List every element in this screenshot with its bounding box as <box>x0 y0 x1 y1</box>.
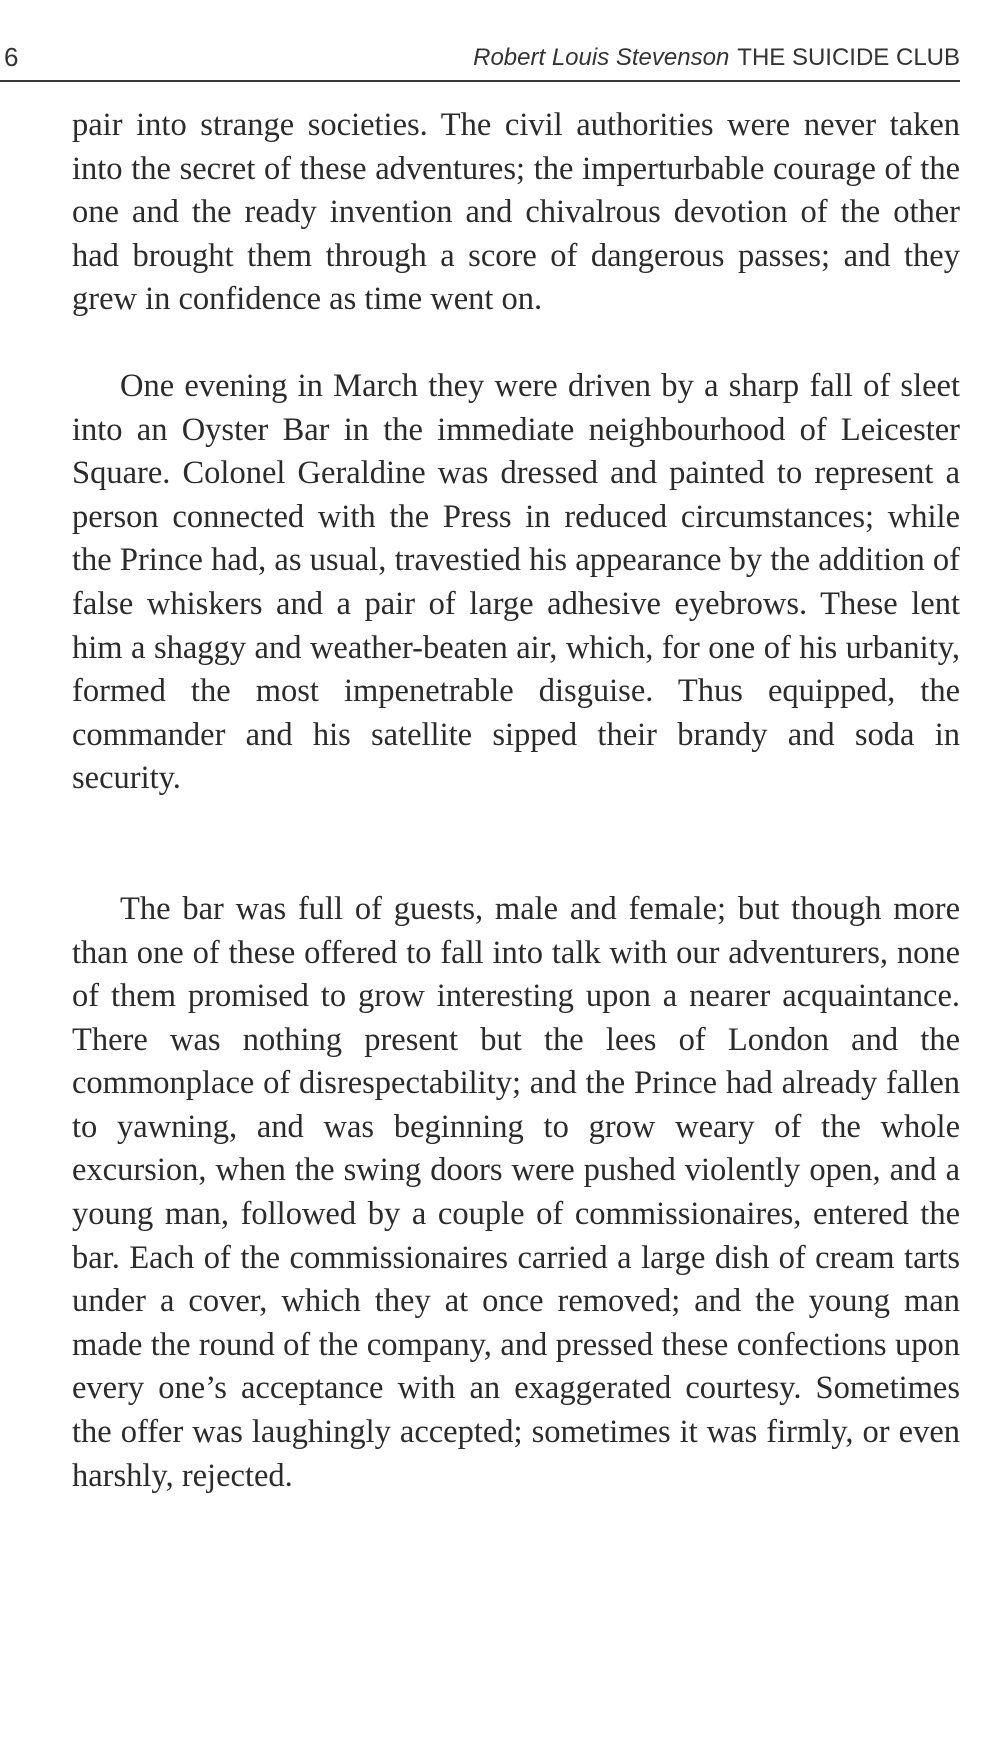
page-number: 6 <box>4 42 19 72</box>
paragraph: One evening in March they were driven by a sharp fall of sleet into an Oyster Bar in the immediate neighbourhood of Leicester Square. Colonel Geraldine was dressed and painted to represent a person connected with the Press in reduced circumstances; while the Prince had, as usual, travestied his appearance by the addition of false whiskers and a pair of large adhesive eyebrows. These lent him a shaggy and weather-beaten air, which, for one of his urbanity, formed the most impenetrable disguise. Thus equipped, the commander and his satellite sipped their brandy and soda in security. <box>72 367 960 797</box>
book-title: THE SUICIDE CLUB <box>737 44 960 71</box>
running-header <box>0 40 960 82</box>
author-name: Robert Louis Stevenson <box>473 44 730 71</box>
paragraph: The bar was full of guests, male and female; but though more than one of these offered to fall into talk with our adventurers, none of them promised to grow interesting upon a nearer acquaintance. There was nothing present but the lees of London and the commonplace of disrespectability; and the Prince had already fallen to yawning, and was beginning to grow weary of the whole excursion, when the swing doors were pushed violently open, and a young man, followed by a couple of commissionaires, entered the bar. Each of the commissionaires carried a large dish of cream tarts under a cover, which they at once removed; and the young man made the round of the company, and pressed these confections upon every one’s acceptance with an exaggerated courtesy. Sometimes the offer was laughingly accepted; sometimes it was firmly, or even harshly, rejected. <box>72 890 960 1494</box>
page-body <box>72 104 960 1498</box>
running-head <box>473 44 960 72</box>
paragraph-continuation: pair into strange societies. The civil authorities were never taken into the secret of these adventures; the imperturbable courage of the one and the ready invention and chivalrous devotion of the other had brought them through a score of dangerous passes; and they grew in confidence as time went on. <box>72 107 960 318</box>
